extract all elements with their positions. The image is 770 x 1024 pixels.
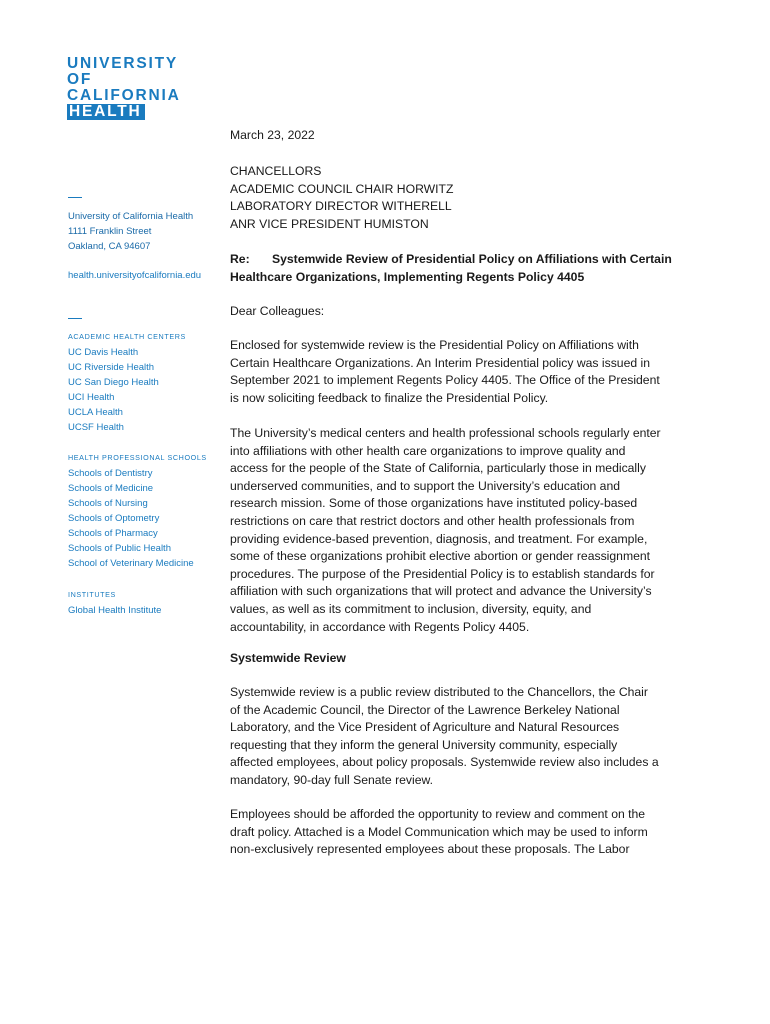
school-item: Schools of Pharmacy: [68, 528, 158, 539]
text-line: Certain Healthcare Organizations. An Interim Presidential policy was issued in: [230, 355, 650, 370]
school-item: Schools of Nursing: [68, 498, 148, 509]
recipient-line: ACADEMIC COUNCIL CHAIR HORWITZ: [230, 181, 454, 196]
text-line: of the Academic Council, the Director of the Lawrence Berkeley National: [230, 702, 620, 717]
sidebar-website-link[interactable]: health.universityofcalifornia.edu: [68, 270, 202, 281]
text-line: affiliation with such organizations that will protect and advance the University’s: [230, 584, 652, 599]
academic-item: UC Davis Health: [68, 347, 139, 358]
section-heading: Systemwide Review: [230, 651, 346, 665]
paragraph-1: [230, 337, 685, 407]
text-line: affected employees, about policy proposals. Systemwide review also includes a: [230, 755, 659, 770]
sidebar-address: [68, 209, 193, 254]
recipient-line: CHANCELLORS: [230, 164, 322, 178]
text-line: research mission. Some of those organizations have instituted policy-based: [230, 496, 638, 511]
text-line: September 2021 to implement Regents Policy 4405. The Office of the President: [230, 373, 660, 388]
sidebar-divider: [68, 197, 82, 198]
address-line: Oakland, CA 94607: [68, 241, 151, 252]
academic-item: UCI Health: [68, 392, 115, 403]
institutes-header: INSTITUTES: [68, 590, 116, 599]
text-line: into affiliations with other health care organizations to improve quality and: [230, 443, 626, 458]
address-line: 1111 Franklin Street: [68, 226, 152, 237]
logo-line-university: UNIVERSITY: [67, 55, 179, 72]
text-line: is now soliciting feedback to finalize the Presidential Policy.: [230, 390, 549, 405]
text-line: procedures. The purpose of the Presidential Policy is to establish standards for: [230, 566, 655, 581]
letter-date: March 23, 2022: [230, 128, 315, 142]
text-line: restrictions on care that restrict doctors and other health professionals from: [230, 513, 635, 528]
paragraph-2: [230, 425, 685, 636]
academic-item: UC Riverside Health: [68, 362, 155, 373]
health-professional-schools: [68, 451, 207, 571]
school-item: Schools of Dentistry: [68, 468, 153, 479]
text-line: Systemwide review is a public review distributed to the Chancellors, the Chair: [230, 685, 648, 699]
address-line: University of California Health: [68, 211, 194, 222]
sidebar-divider: [68, 318, 82, 319]
school-item: Schools of Medicine: [68, 483, 154, 494]
logo-line-california: CALIFORNIA: [67, 87, 181, 104]
academic-item: UCSF Health: [68, 422, 124, 433]
text-line: draft policy. Attached is a Model Communication which may be used to inform: [230, 824, 648, 839]
text-line: accountability, in accordance with Regents Policy 4405.: [230, 619, 530, 634]
text-line: Enclosed for systemwide review is the Presidential Policy on Affiliations with: [230, 338, 639, 352]
institutes: [68, 588, 161, 618]
school-item: Schools of Public Health: [68, 543, 171, 554]
school-item: Schools of Optometry: [68, 513, 160, 524]
re-line-1: Systemwide Review of Presidential Policy on Affiliations with Certain: [272, 252, 672, 266]
re-label: Re:: [230, 252, 250, 266]
paragraph-4: [230, 806, 685, 859]
text-line: access for the people of the State of California, particularly those in medically: [230, 461, 646, 476]
academic-health-centers: [68, 330, 186, 435]
logo-line-of: OF: [67, 71, 93, 88]
recipient-line: ANR VICE PRESIDENT HUMISTON: [230, 216, 429, 231]
text-line: some of these organizations prohibit elective abortion or gender reassignment: [230, 549, 651, 564]
schools-header: HEALTH PROFESSIONAL SCHOOLS: [68, 453, 207, 462]
text-line: values, as well as its commitment to inclusion, diversity, equity, and: [230, 601, 592, 616]
institute-item: Global Health Institute: [68, 605, 162, 616]
re-line-2: Healthcare Organizations, Implementing Regents Policy 4405: [230, 269, 585, 284]
academic-item: UCLA Health: [68, 407, 123, 418]
text-line: The University’s medical centers and health professional schools regularly enter: [230, 426, 661, 440]
letter-recipients: [230, 163, 685, 233]
logo-line-health: HEALTH: [67, 104, 145, 120]
paragraph-3: [230, 684, 685, 790]
academic-item: UC San Diego Health: [68, 377, 159, 388]
text-line: non-exclusively represented employees about these proposals. The Labor: [230, 842, 630, 857]
text-line: Laboratory, and the Vice President of Agriculture and Natural Resources: [230, 720, 620, 735]
academic-header: ACADEMIC HEALTH CENTERS: [68, 332, 186, 341]
uc-health-logo: [67, 56, 181, 120]
letter-subject: [230, 251, 685, 286]
text-line: providing evidence-based prevention, diagnosis, and treatment. For example,: [230, 531, 648, 546]
text-line: underserved communities, and to support the University’s education and: [230, 478, 620, 493]
salutation: Dear Colleagues:: [230, 304, 325, 318]
text-line: requesting that they inform the general University community, especially: [230, 737, 618, 752]
text-line: mandatory, 90-day full Senate review.: [230, 772, 434, 787]
recipient-line: LABORATORY DIRECTOR WITHERELL: [230, 199, 452, 214]
text-line: Employees should be afforded the opportunity to review and comment on the: [230, 807, 646, 821]
school-item: School of Veterinary Medicine: [68, 558, 194, 569]
